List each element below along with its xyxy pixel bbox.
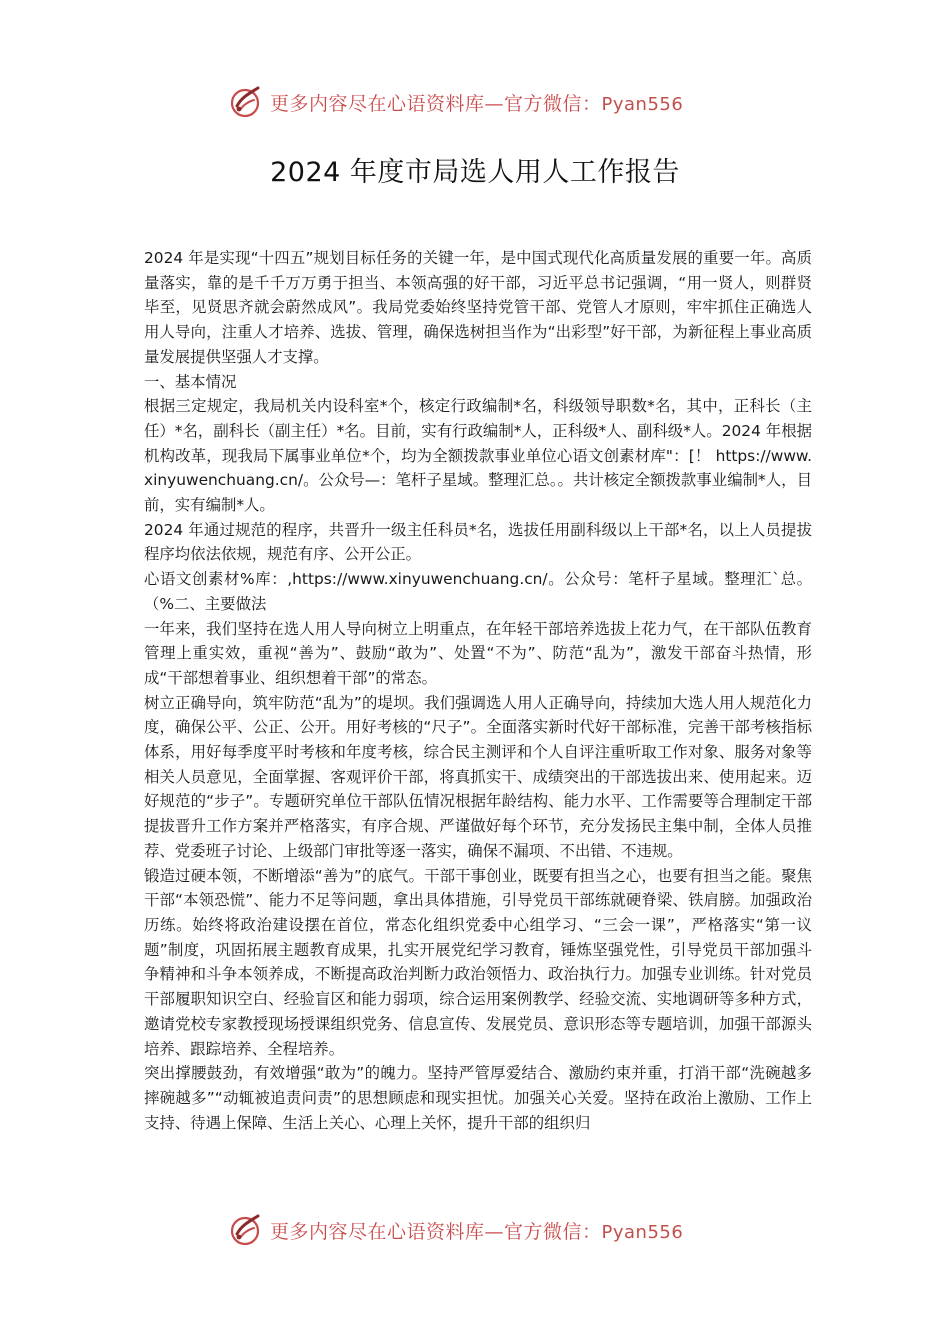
paragraph-correct-orientation: 树立正确导向，筑牢防范“乱为”的堤坝。我们强调选人用人正确导向，持续加大选人用人规范化力度，确保公平、公正、公开。用好考核的“尺子”。全面落实新时代好干部标准，完善干部考核指标体系，用好每季度平时考核和年度考核，综合民主测评和个人自评注重听取工作对象、服务对象等相关人员意见，全面掌握、客观评价干部，将真抓实干、成绩突出的干部选拔出来、使用起来。迈好规范的“步子”。专题研究单位干部队伍情况根据年龄结构、能力水平、工作需要等合理制定干部提拔晋升工作方案并严格落实，有序合规、严谨做好每个环节，充分发扬民主集中制，全体人员推荐、党委班子讨论、上级部门审批等逐一落实，确保不漏项、不出错、不违规。 bbox=[144, 693, 812, 860]
brush-logo-icon bbox=[228, 1212, 264, 1248]
paragraph-overview: 一年来，我们坚持在选人用人导向树立上明重点，在年轻干部培养选拔上花力气，在干部队伍教育管理上重实效，重视“善为”、鼓励“敢为”、处置“不为”、防范“乱为”，激发干部奋斗热情，形成“干部想着事业、组织想着干部”的常态。 bbox=[144, 619, 812, 687]
watermark-text bbox=[270, 89, 683, 116]
watermark-brand-text: 更多内容尽在心语资料库—官方微信： bbox=[270, 92, 602, 115]
paragraph-intro: 2024 年是实现“十四五”规划目标任务的关键一年，是中国式现代化高质量发展的重要一年。高质量落实，靠的是千千万万勇于担当、本领高强的好干部，习近平总书记强调，“用一贤人，则群贤毕至，见贤思齐就会蔚然成风”。我局党委始终坚持党管干部、党管人才原则，牢牢抓住正确选人用人导向，注重人才培养、选拔、管理，确保选树担当作为“出彩型”好干部，为新征程上事业高质量发展提供坚强人才支撑。 bbox=[144, 249, 812, 366]
document-title: 2024 年度市局选人用人工作报告 bbox=[270, 157, 680, 188]
watermark-brand-text: 更多内容尽在心语资料库—官方微信： bbox=[270, 1220, 602, 1243]
watermark-wechat-id: Pyan556 bbox=[601, 93, 684, 115]
footer-watermark-banner bbox=[228, 1210, 728, 1250]
paragraph-encouragement: 突出撑腰鼓劲，有效增强“敢为”的魄力。坚持严管厚爱结合、激励约束并重，打消干部“洗碗越多摔碗越多”“动辄被追责问责”的思想顾虑和现实担忧。加强关心关爱。坚持在政治上激励、工作上支持、待遇上保障、生活上关心、心理上关怀，提升干部的组织归 bbox=[144, 1064, 812, 1132]
paragraph-main-practices-heading: 心语文创素材%库：,https://www.xinyuwenchuang.cn/。公众号：笔杆子星域。整理汇`总。（%二、主要做法 bbox=[144, 570, 812, 613]
brush-logo-icon bbox=[228, 84, 264, 120]
paragraph-staffing: 根据三定规定，我局机关内设科室*个，核定行政编制*名，科级领导职数*名，其中，正科长（主任）*名，副科长（副主任）*名。目前，实有行政编制*人，正科级*人、副科级*人。2024 年根据机构改革，现我局下属事业单位*个，均为全额拨款事业单位心语文创素材库"：[！ https://www.xinyuwenchuang.cn/。公众号—：笔杆子星域。整理汇总。。共计核定全额拨款事业编制*人，目前，实有编制*人。 bbox=[144, 397, 812, 515]
section-heading-basic-situation: 一、基本情况 bbox=[144, 372, 237, 391]
paragraph-skills: 锻造过硬本领，不断增添“善为”的底气。干部干事创业，既要有担当之心，也要有担当之能。聚焦干部“本领恐慌”、能力不足等问题，拿出具体措施，引导党员干部练就硬脊梁、铁肩膀。加强政治历练。始终将政治建设摆在首位，常态化组织党委中心组学习、“三会一课”，严格落实“第一议题”制度，巩固拓展主题教育成果，扎实开展党纪学习教育，锤炼坚强党性，引导党员干部加强斗争精神和斗争本领养成，不断提高政治判断力政治领悟力、政治执行力。加强专业训练。针对党员干部履职知识空白、经验盲区和能力弱项，综合运用案例教学、经验交流、实地调研等多种方式，邀请党校专家教授现场授课组织党务、信息宣传、发展党员、意识形态等专题培训，加强干部源头培养、跟踪培养、全程培养。 bbox=[144, 866, 812, 1058]
paragraph-promotions: 2024 年通过规范的程序，共晋升一级主任科员*名，选拔任用副科级以上干部*名，以上人员提拔程序均依法依规，规范有序、公开公正。 bbox=[144, 520, 812, 564]
document-body bbox=[144, 246, 812, 1135]
watermark-wechat-id: Pyan556 bbox=[601, 1221, 684, 1243]
watermark-text bbox=[270, 1217, 683, 1244]
header-watermark-banner bbox=[228, 82, 728, 122]
